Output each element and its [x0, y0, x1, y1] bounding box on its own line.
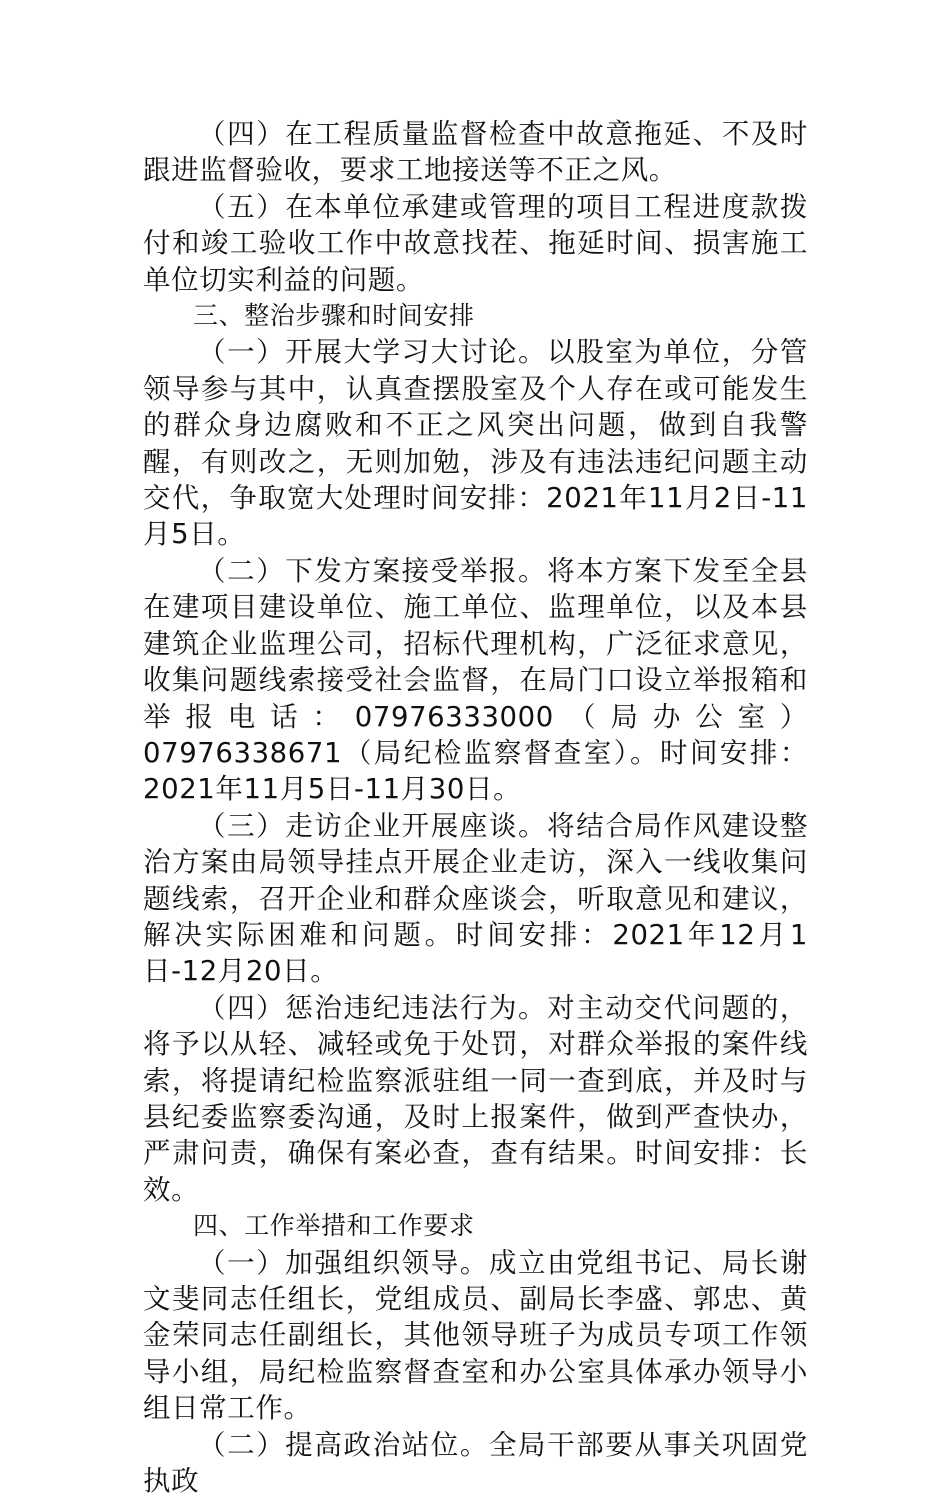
paragraph-step-4-punish-violations: （四）惩治违纪违法行为。对主动交代问题的，将予以从轻、减轻或免于处罚，对群众举报的案件线索，将提请纪检监察派驻组一同一查到底，并及时与县纪委监察委沟通，及时上报案件，做到严查快办，严肃问责，确保有案必查，查有结果。时间安排：长效。: [143, 991, 808, 1206]
document-page: [143, 116, 808, 1499]
paragraph-step-1-study-discussion: （一）开展大学习大讨论。以股室为单位，分管领导参与其中，认真查摆股室及个人存在或可能发生的群众身边腐败和不正之风突出问题，做到自我警醒，有则改之，无则加勉，涉及有违法违纪问题主动交代，争取宽大处理时间安排：2021年11月2日-11月5日。: [143, 336, 808, 551]
paragraph-measure-2-political-standing: （二）提高政治站位。全局干部要从事关巩固党执政: [143, 1428, 808, 1498]
section-heading-measures-requirements: 四、工作举措和工作要求: [193, 1211, 475, 1241]
paragraph-step-3-enterprise-visits: （三）走访企业开展座谈。将结合局作风建设整治方案由局领导挂点开展企业走访，深入一线收集问题线索，召开企业和群众座谈会，听取意见和建议，解决实际困难和问题。时间安排：2021年12月1日-12月20日。: [143, 809, 808, 988]
paragraph-5-project-payment: （五）在本单位承建或管理的项目工程进度款拨付和竣工验收工作中故意找茬、拖延时间、损害施工单位切实利益的问题。: [143, 190, 808, 296]
paragraph-measure-1-leadership: （一）加强组织领导。成立由党组书记、局长谢文斐同志任组长，党组成员、副局长李盛、郭忠、黄金荣同志任副组长，其他领导班子为成员专项工作领导小组，局纪检监察督查室和办公室具体承办领导小组日常工作。: [143, 1246, 808, 1425]
section-heading-steps-schedule: 三、整治步骤和时间安排: [193, 301, 475, 331]
paragraph-step-2-report-acceptance: （二）下发方案接受举报。将本方案下发至全县在建项目建设单位、施工单位、监理单位，以及本县建筑企业监理公司，招标代理机构，广泛征求意见，收集问题线索接受社会监督，在局门口设立举报箱和举报电话：07976333000（局办公室）07976338671（局纪检监察督查室）。时间安排：2021年11月5日-11月30日。: [143, 554, 808, 806]
paragraph-4-engineering-supervision: （四）在工程质量监督检查中故意拖延、不及时跟进监督验收，要求工地接送等不正之风。: [143, 118, 808, 187]
